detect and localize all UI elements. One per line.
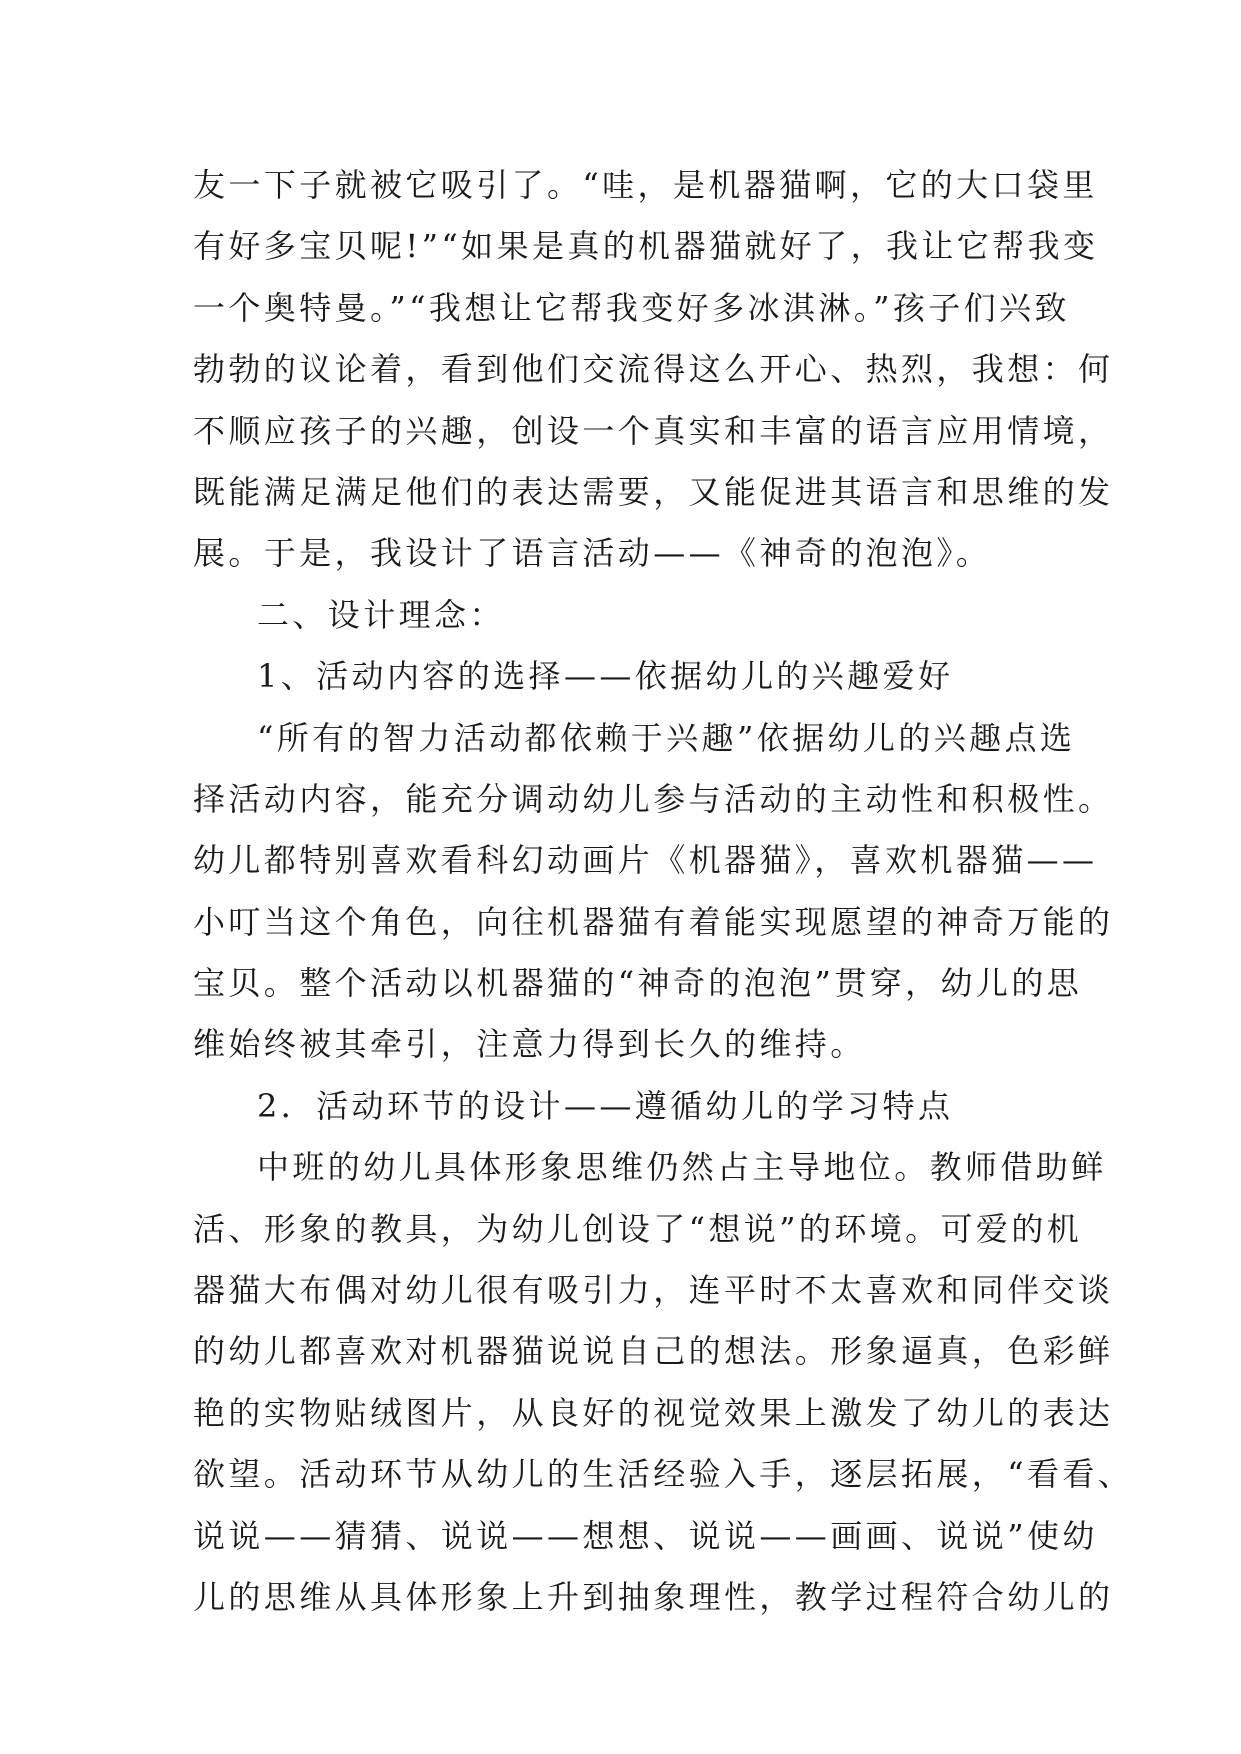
text-line: 活、形象的教具，为幼儿创设了“想说”的环境。可爱的机: [193, 1209, 1083, 1248]
subsection-heading: 1、活动内容的选择——依据幼儿的兴趣爱好: [257, 657, 954, 696]
text-line: 欲望。活动环节从幼儿的生活经验入手，逐层拓展，“看看、: [193, 1455, 1134, 1494]
text-line: 小叮当这个角色，向往机器猫有着能实现愿望的神奇万能的: [193, 902, 1114, 941]
text-line: 中班的幼儿具体形象思维仍然占主导地位。教师借助鲜: [257, 1148, 1107, 1187]
subsection-heading: 2．活动环节的设计——遵循幼儿的学习特点: [257, 1086, 954, 1125]
text-line: 儿的思维从具体形象上升到抽象理性，教学过程符合幼儿的: [193, 1577, 1114, 1616]
text-line: 择活动内容，能充分调动幼儿参与活动的主动性和积极性。: [193, 779, 1114, 818]
text-line: 有好多宝贝呢!”“如果是真的机器猫就好了，我让它帮我变: [193, 227, 1099, 266]
text-line: 说说——猜猜、说说——想想、说说——画画、说说”使幼: [193, 1516, 1098, 1555]
text-line: 一个奥特曼。”“我想让它帮我变好多冰淇淋。”孩子们兴致: [193, 288, 1070, 327]
text-line: 展。于是，我设计了语言活动——《神奇的泡泡》。: [193, 534, 992, 573]
text-line: 既能满足满足他们的表达需要，又能促进其语言和思维的发: [193, 472, 1114, 511]
text-line: “所有的智力活动都依赖于兴趣”依据幼儿的兴趣点选: [257, 718, 1076, 757]
text-line: 勃勃的议论着，看到他们交流得这么开心、热烈，我想：何: [193, 350, 1114, 389]
text-line: 的幼儿都喜欢对机器猫说说自己的想法。形象逼真，色彩鲜: [193, 1332, 1114, 1371]
text-line: 幼儿都特别喜欢看科幻动画片《机器猫》，喜欢机器猫——: [193, 841, 1098, 880]
text-line: 艳的实物贴绒图片，从良好的视觉效果上激发了幼儿的表达: [193, 1393, 1114, 1432]
body-text: [193, 155, 1134, 1628]
text-line: 器猫大布偶对幼儿很有吸引力，连平时不太喜欢和同伴交谈: [193, 1271, 1114, 1310]
text-line: 维始终被其牵引，注意力得到长久的维持。: [193, 1025, 866, 1064]
text-line: 友一下子就被它吸引了。“哇，是机器猫啊，它的大口袋里: [193, 166, 1098, 204]
section-heading: 二、设计理念：: [257, 595, 505, 634]
text-line: 宝贝。整个活动以机器猫的“神奇的泡泡”贯穿，幼儿的思: [193, 964, 1083, 1003]
text-line: 不顺应孩子的兴趣，创设一个真实和丰富的语言应用情境，: [193, 411, 1114, 450]
